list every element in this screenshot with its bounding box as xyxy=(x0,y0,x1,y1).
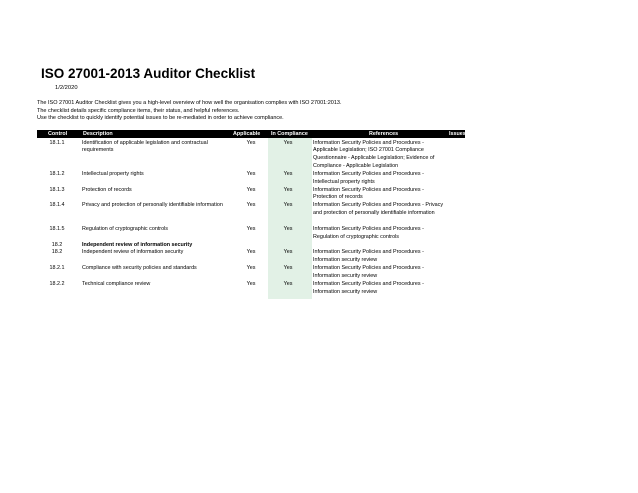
reference-line: Information Security Policies and Procedures - xyxy=(313,265,424,272)
in-compliance-cell: Yes xyxy=(283,265,293,272)
table-row xyxy=(37,171,477,187)
control-cell: 18.2.2 xyxy=(49,280,65,287)
checklist-table xyxy=(37,140,477,297)
description-line: Independent review of information security xyxy=(82,241,193,248)
control-cell: 18.1.4 xyxy=(49,202,65,209)
references-cell xyxy=(313,242,453,250)
description-line: Technical compliance review xyxy=(82,280,151,287)
header-description: Description xyxy=(83,130,113,137)
reference-line: Information security review xyxy=(313,288,378,295)
reference-line xyxy=(313,218,453,226)
reference-line: and protection of personally identifiable information xyxy=(313,210,435,217)
in-compliance-cell: Yes xyxy=(283,280,293,287)
table-row xyxy=(37,249,477,265)
header-in-compliance: In Compliance xyxy=(271,130,308,137)
applicable-cell: Yes xyxy=(246,265,256,272)
references-cell xyxy=(313,187,453,203)
description-cell xyxy=(82,171,232,179)
reference-line: Information security review xyxy=(313,272,378,279)
reference-line: Compliance - Applicable Legislation xyxy=(313,163,399,170)
references-cell xyxy=(313,226,453,242)
reference-line: Regulation of cryptographic controls xyxy=(313,233,399,240)
in-compliance-cell: Yes xyxy=(283,249,293,256)
applicable-cell: Yes xyxy=(246,280,256,287)
in-compliance-cell: Yes xyxy=(283,202,293,209)
description-line: requirements xyxy=(82,147,114,154)
control-cell: 18.2 xyxy=(51,241,63,248)
description-cell xyxy=(82,202,232,210)
references-cell xyxy=(313,140,453,171)
references-cell xyxy=(313,202,453,226)
references-cell xyxy=(313,249,453,265)
intro-text xyxy=(37,100,342,123)
description-line: Identification of applicable legislation and contractual xyxy=(82,139,208,146)
applicable-cell: Yes xyxy=(246,225,256,232)
reference-line: Information Security Policies and Procedures - xyxy=(313,249,424,256)
description-line: Compliance with security policies and standards xyxy=(82,265,197,272)
table-row xyxy=(37,202,477,226)
description-cell xyxy=(82,265,232,273)
applicable-cell: Yes xyxy=(246,139,256,146)
page-title: ISO 27001-2013 Auditor Checklist xyxy=(41,66,256,81)
reference-line xyxy=(313,242,453,250)
header-control: Control xyxy=(48,130,68,137)
reference-line: Information security review xyxy=(313,257,378,264)
section-row xyxy=(37,242,477,250)
description-cell xyxy=(82,226,232,234)
description-cell xyxy=(82,140,232,156)
reference-line: Information Security Policies and Procedures - xyxy=(313,225,424,232)
header-applicable: Applicable xyxy=(233,130,261,137)
reference-line: Questionnaire - Applicable Legislation; Evidence of xyxy=(313,155,435,162)
description-cell xyxy=(82,242,252,250)
references-cell xyxy=(313,265,453,281)
description-line: Privacy and protection of personally identifiable information xyxy=(82,202,223,209)
control-cell: 18.1.1 xyxy=(49,139,65,146)
in-compliance-cell: Yes xyxy=(283,225,293,232)
table-row xyxy=(37,265,477,281)
reference-line: Information Security Policies and Procedures - xyxy=(313,170,424,177)
table-header xyxy=(37,130,465,138)
description-cell xyxy=(82,281,232,289)
description-line: Regulation of cryptographic controls xyxy=(82,225,168,232)
reference-line: Information Security Policies and Procedures - xyxy=(313,186,424,193)
intro-line: Use the checklist to quickly identify potential issues to be re-mediated in order to achieve compliance. xyxy=(37,115,284,122)
description-line: Protection of records xyxy=(82,186,132,193)
control-cell: 18.2 xyxy=(51,249,63,256)
control-cell: 18.1.3 xyxy=(49,186,65,193)
applicable-cell: Yes xyxy=(246,202,256,209)
in-compliance-cell: Yes xyxy=(283,139,293,146)
description-cell xyxy=(82,249,232,257)
document-date: 1/2/2020 xyxy=(55,85,78,91)
in-compliance-cell: Yes xyxy=(283,170,293,177)
reference-line: Information Security Policies and Procedures - Privacy xyxy=(313,202,444,209)
table-row xyxy=(37,281,477,297)
reference-line: Applicable Legislation; ISO 27001 Compliance xyxy=(313,147,424,154)
reference-line: Intellectual property rights xyxy=(313,178,375,185)
reference-line: Protection of records xyxy=(313,194,363,201)
header-issues: Issues xyxy=(449,130,466,137)
reference-line: Information Security Policies and Procedures - xyxy=(313,280,424,287)
control-cell: 18.1.5 xyxy=(49,225,65,232)
applicable-cell: Yes xyxy=(246,170,256,177)
table-row xyxy=(37,187,477,203)
header-references: References xyxy=(369,130,399,137)
table-row xyxy=(37,140,477,171)
intro-line: The checklist details specific compliance items, their status, and helpful references. xyxy=(37,107,240,114)
description-line: Intellectual property rights xyxy=(82,170,144,177)
control-cell: 18.2.1 xyxy=(49,265,65,272)
description-line: Independent review of information security xyxy=(82,249,184,256)
control-cell: 18.1.2 xyxy=(49,170,65,177)
applicable-cell: Yes xyxy=(246,249,256,256)
applicable-cell: Yes xyxy=(246,186,256,193)
references-cell xyxy=(313,281,453,297)
reference-line: Information Security Policies and Procedures - xyxy=(313,139,424,146)
description-cell xyxy=(82,187,232,195)
references-cell xyxy=(313,171,453,187)
table-row xyxy=(37,226,477,242)
intro-line: The ISO 27001 Auditor Checklist gives you a high-level overview of how well the organisation complies with ISO 27001:2013. xyxy=(37,100,342,106)
in-compliance-cell: Yes xyxy=(283,186,293,193)
